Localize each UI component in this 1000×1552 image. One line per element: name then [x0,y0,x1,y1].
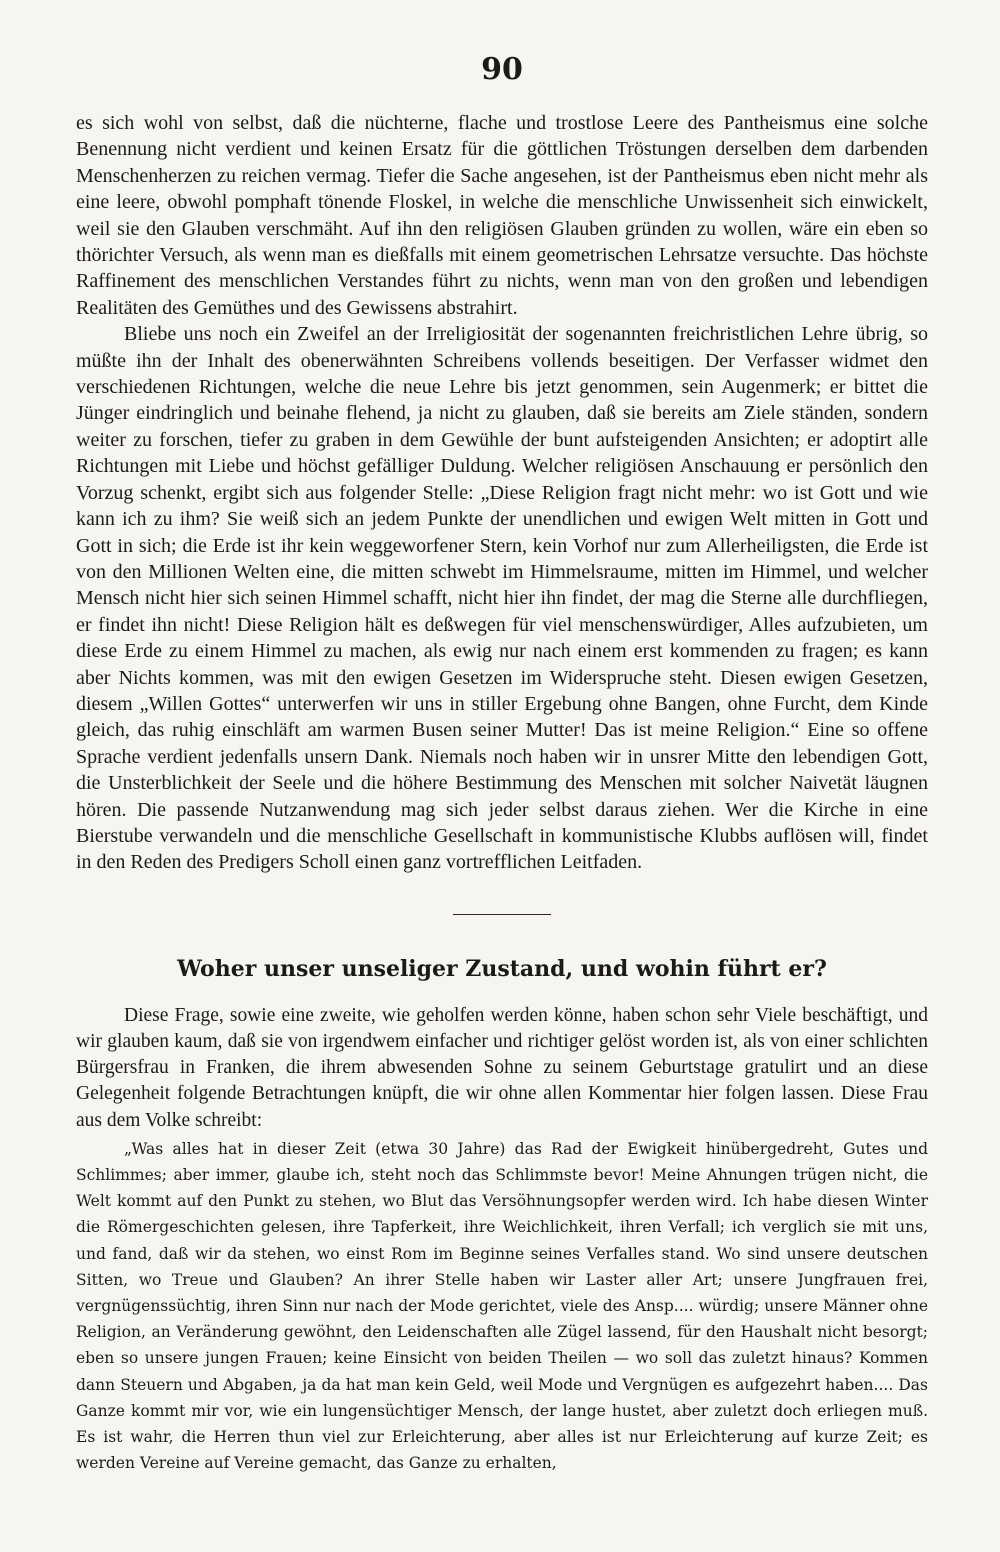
article-heading: Woher unser unseliger Zustand, und wohin führt er? [177,955,827,982]
quoted-letter: „Was alles hat in dieser Zeit (etwa 30 Jahre) das Rad der Ewigkeit hinübergedreht, Gutes und Schlimmes; aber immer, glaube ich, steht noch das Schlimmste bevor! Meine Ahnungen trügen nicht, die Welt kommt auf den Punkt zu stehen, wo Blut das Versöhnungsopfer werden wird. Ich habe diesen Winter die Römergeschichten gelesen, ihre Tapferkeit, ihre Weichlichkeit, ihren Verfall; ich verglich sie mit uns, und fand, daß wir da stehen, wo einst Rom im Beginne seines Verfalles stand. Wo sind unsere deutschen Sitten, wo Treue und Glauben? An ihrer Stelle haben wir Laster aller Art; unsere Jungfrauen frei, vergnügenssüchtig, ihren Sinn nur nach der Mode gerichtet, viele des Ansp.... würdig; unsere Männer ohne Religion, an Veränderung gewöhnt, den Leidenschaften alle Zügel lassend, für den Haushalt nicht besorgt; eben so unsere jungen Frauen; keine Einsicht von beiden Theilen — wo soll das zuletzt hinaus? Kommen dann Steuern und Abgaben, ja da hat man kein Geld, weil Mode und Vergnügen es aufgezehrt haben.... Das Ganze kommt mir vor, wie ein lungensüchtiger Mensch, der lange hustet, aber zuletzt doch erliegen muß. Es ist wahr, die Herren thun viel zur Erleichterung, aber alles ist nur Erleichterung auf kurze Zeit; es werden Vereine auf Vereine gemacht, das Ganze zu erhalten, [76,1139,928,1473]
page-number: 90 [481,52,523,87]
body-paragraph: Bliebe uns noch ein Zweifel an der Irreligiosität der sogenannten freichristlichen Lehre übrig, so müßte ihn der Inhalt des obenerwähnten Schreibens vollends beseitigen. Der Verfasser widmet den verschiedenen Richtungen, welche die neue Lehre bis jetzt genommen, sein Augenmerk; er bittet die Jünger eindringlich und beinahe flehend, ja nicht zu glauben, daß sie bereits am Ziele ständen, sondern weiter zu forschen, tiefer zu graben in dem Gewühle der bunt aufsteigenden Ansichten; er adoptirt alle Richtungen mit Liebe und höchst gefälliger Duldung. Welcher religiösen Anschauung er persönlich den Vorzug schenkt, ergibt sich aus folgender Stelle: „Diese Religion fragt nicht mehr: wo ist Gott und wie kann ich zu ihm? Sie weiß sich an jedem Punkte der unendlichen und ewigen Welt mitten in Gott und Gott in sich; die Erde ist ihr kein weggeworfener Stern, kein Vorhof nur zum Allerheiligsten, die Erde ist von den Millionen Welten eine, die mitten schwebt im Himmelsraume, mitten im Himmel, und welcher Mensch nicht hier sich seinen Himmel schafft, nicht hier ihn findet, der mag die Sterne alle durchfliegen, er findet ihn nicht! Diese Religion hält es deßwegen für viel menschenswürdiger, Alles aufzubieten, um diese Erde zu einem Himmel zu machen, als ewig nur nach einem erst kommenden zu fragen; es kann aber Nichts kommen, was mit den ewigen Gesetzen im Widerspruche steht. Diesen ewigen Gesetzen, diesem „Willen Gottes“ unterwerfen wir uns in stiller Ergebung ohne Bangen, ohne Furcht, dem Kinde gleich, das ruhig einschläft am warmen Busen seiner Mutter! Das ist meine Religion.“ Eine so offene Sprache verdient jedenfalls unsern Dank. Niemals noch haben wir in unsrer Mitte den lebendigen Gott, die Unsterblichkeit der Seele und die höhere Bestimmung des Menschen mit solcher Naivetät läugnen hören. Die passende Nutzanwendung mag sich jeder selbst daraus ziehen. Wer die Kirche in eine Bierstube verwandeln und die menschliche Gesellschaft in kommunistische Klubbs auflösen will, findet in den Reden des Predigers Scholl einen ganz vortrefflichen Leitfaden. [76,323,928,874]
body-paragraph: es sich wohl von selbst, daß die nüchterne, flache und trostlose Leere des Pantheismus eine solche Benennung nicht verdient und keinen Ersatz für die göttlichen Tröstungen derselben dem darbenden Menschenherzen zu reichen vermag. Tiefer die Sache angesehen, ist der Pantheismus eben nicht mehr als eine leere, obwohl pomphaft tönende Floskel, in welche die menschliche Unwissenheit sich einwickelt, weil sie den Glauben verschmäht. Auf ihn den religiösen Glauben gründen zu wollen, wäre ein eben so thörichter Versuch, als wenn man es dießfalls mit einem geometrischen Lehrsatze versuchte. Das höchste Raffinement des menschlichen Verstandes führt zu nichts, wenn man von den großen und lebendigen Realitäten des Gemüthes und des Gewissens abstrahirt. [76,112,928,319]
intro-paragraph: Diese Frage, sowie eine zweite, wie geholfen werden könne, haben schon sehr Viele beschäftigt, und wir glauben kaum, daß sie von irgendwem einfacher und richtiger gelöst worden ist, als von einer schlichten Bürgersfrau in Franken, die ihrem abwesenden Sohne zu seinem Geburtstage gratulirt und an diese Gelegenheit folgende Betrachtungen knüpft, die wir ohne allen Kommentar hier folgen lassen. Diese Frau aus dem Volke schreibt: [76,1004,928,1131]
section-divider [453,914,551,915]
article-new [76,955,928,1477]
article-continuation [76,110,928,876]
